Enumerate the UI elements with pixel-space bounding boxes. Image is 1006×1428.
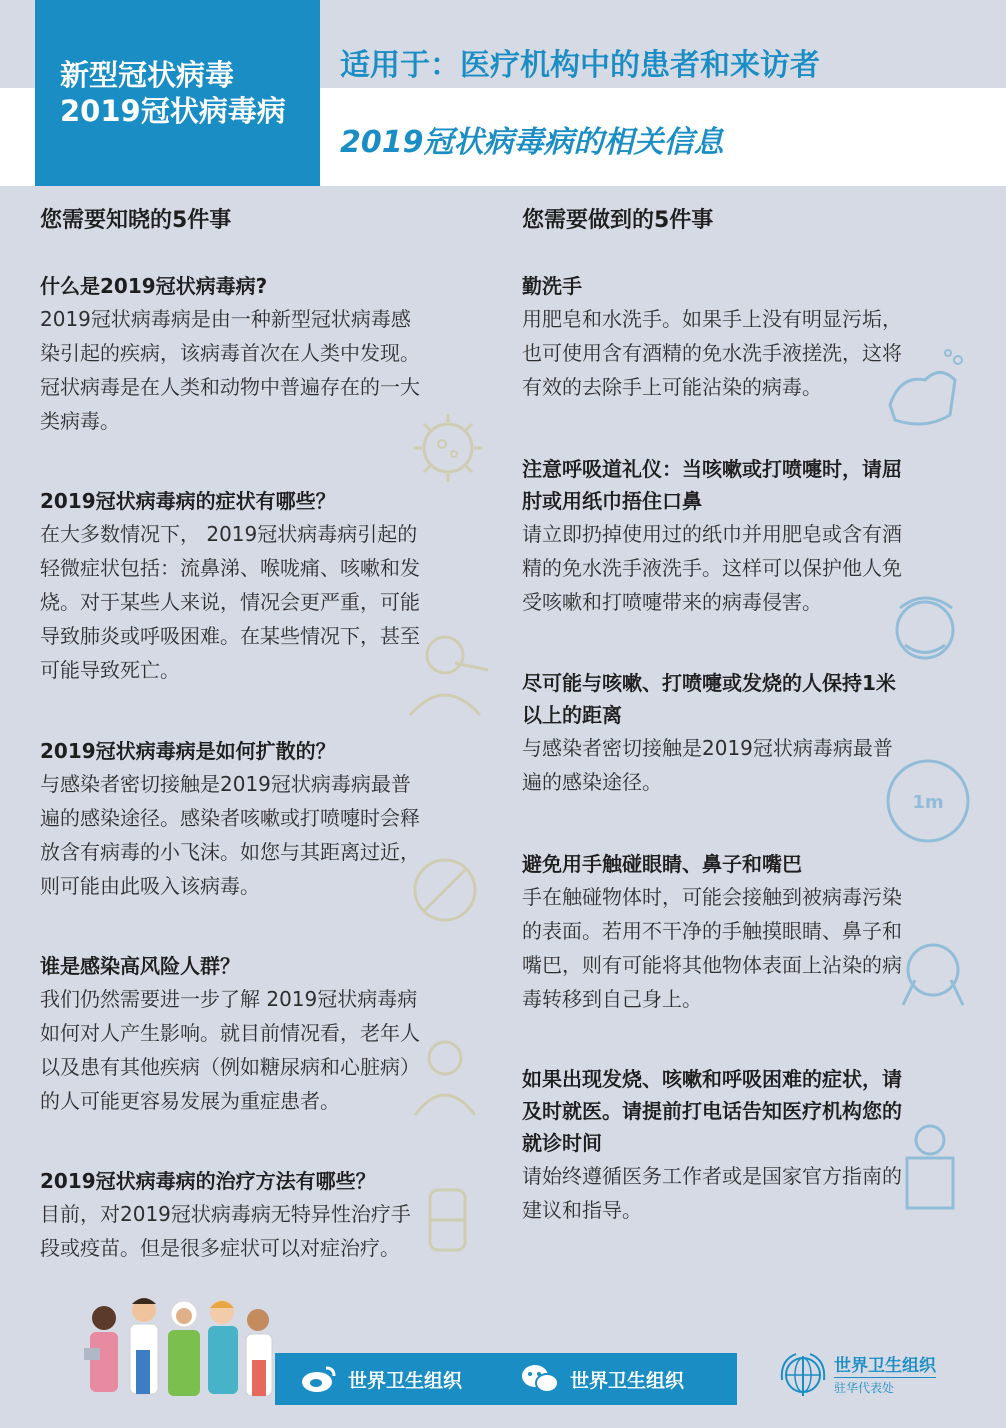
- left-item-line: 如何对人产生影响。就目前情况看，老年人: [40, 1021, 420, 1045]
- no-contact-icon: [405, 850, 485, 930]
- right-item-line: 与感染者密切接触是2019冠状病毒病最普: [522, 736, 893, 760]
- left-item-line: 类病毒。: [40, 409, 120, 433]
- right-item-line: 遍的感染途径。: [522, 770, 662, 794]
- right-item-line: 请始终遵循医务工作者或是国家官方指南的: [522, 1164, 902, 1188]
- left-item-question: 什么是2019冠状病毒病?: [40, 274, 268, 298]
- who-logo: [778, 1350, 936, 1400]
- right-item-question: 勤洗手: [522, 274, 582, 298]
- left-item-line: 段或疫苗。但是很多症状可以对症治疗。: [40, 1236, 400, 1260]
- right-item-line: 用肥皂和水洗手。如果手上没有明显污垢，: [522, 307, 902, 331]
- right-item-question: 以上的距离: [522, 703, 622, 727]
- doctor-icon: [885, 1120, 975, 1210]
- right-item-question: 注意呼吸道礼仪：当咳嗽或打喷嚏时，请屈: [522, 457, 902, 481]
- right-item-question: 肘或用纸巾捂住口鼻: [522, 489, 702, 513]
- right-item-line: 嘴巴，则有可能将其他物体表面上沾染的病: [522, 953, 902, 977]
- wechat-link[interactable]: [520, 1353, 684, 1405]
- right-item-question: 尽可能与咳嗽、打喷嚏或发烧的人保持1米: [522, 671, 896, 695]
- right-item-line: 也可使用含有酒精的免水洗手液搓洗，这将: [522, 341, 902, 365]
- left-heading: 您需要知晓的5件事: [40, 208, 232, 233]
- medicine-icon: [415, 1180, 485, 1260]
- left-item-line: 目前，对2019冠状病毒病无特异性治疗手: [40, 1202, 411, 1226]
- left-item-line: 遍的感染途径。感染者咳嗽或打喷嚏时会释: [40, 806, 420, 830]
- right-item-question: 避免用手触碰眼睛、鼻子和嘴巴: [522, 852, 802, 876]
- left-item-line: 冠状病毒是在人类和动物中普遍存在的一大: [40, 375, 420, 399]
- applies-to: 适用于：医疗机构中的患者和来访者: [340, 48, 820, 83]
- right-item-line: 受咳嗽和打喷嚏带来的病毒侵害。: [522, 590, 822, 614]
- title-box: [35, 0, 320, 186]
- distance-icon-label: 1m: [912, 792, 944, 813]
- left-item-question: 谁是感染高风险人群？: [40, 954, 240, 978]
- right-item-line: 的表面。若用不干净的手触摸眼睛、鼻子和: [522, 919, 902, 943]
- subtitle: 2019冠状病毒病的相关信息: [340, 125, 724, 160]
- left-item-line: 的人可能更容易发展为重症患者。: [40, 1089, 340, 1113]
- left-item-line: 2019冠状病毒病是由一种新型冠状病毒感: [40, 307, 411, 331]
- left-item-line: 染引起的疾病，该病毒首次在人类中发现。: [40, 341, 420, 365]
- weibo-icon: [300, 1364, 338, 1394]
- distance-icon: [885, 758, 971, 844]
- right-item-question: 如果出现发烧、咳嗽和呼吸困难的症状，请: [522, 1067, 902, 1091]
- right-heading: 您需要做到的5件事: [522, 208, 714, 233]
- virus-icon: [408, 408, 488, 488]
- left-column: [40, 205, 495, 1285]
- face-touch-icon: [895, 935, 970, 1010]
- left-item-line: 轻微症状包括：流鼻涕、喉咙痛、咳嗽和发: [40, 556, 420, 580]
- right-item-line: 毒转移到自己身上。: [522, 987, 702, 1011]
- left-item-question: 2019冠状病毒病是如何扩散的？: [40, 739, 336, 763]
- left-item-line: 以及患有其他疾病（例如糖尿病和心脏病）: [40, 1055, 420, 1079]
- left-item-line: 则可能由此吸入该病毒。: [40, 874, 260, 898]
- left-item-line: 导致肺炎或呼吸困难。在某些情况下，甚至: [40, 624, 420, 648]
- right-item-line: 建议和指导。: [522, 1198, 642, 1222]
- right-item-line: 精的免水洗手液洗手。这样可以保护他人免: [522, 556, 902, 580]
- left-item-question: 2019冠状病毒病的治疗方法有哪些？: [40, 1169, 376, 1193]
- sick-person-icon: [400, 625, 495, 720]
- title-line-2: 2019冠状病毒病: [60, 94, 286, 128]
- right-item-line: 请立即扔掉使用过的纸巾并用肥皂或含有酒: [522, 522, 902, 546]
- who-emblem-icon: [778, 1350, 828, 1400]
- left-item-line: 在大多数情况下， 2019冠状病毒病引起的: [40, 522, 418, 546]
- wechat-icon: [520, 1363, 560, 1395]
- weibo-label: 世界卫生组织: [348, 1369, 463, 1392]
- title-line-1: 新型冠状病毒: [60, 58, 235, 92]
- who-office: 驻华代表处: [834, 1377, 936, 1396]
- weibo-link[interactable]: [300, 1353, 462, 1405]
- right-item-line: 手在触碰物体时，可能会接触到被病毒污染: [522, 885, 902, 909]
- right-item-question: 就诊时间: [522, 1131, 602, 1155]
- left-item-question: 2019冠状病毒病的症状有哪些？: [40, 489, 336, 513]
- left-item-line: 烧。对于某些人来说，情况会更严重，可能: [40, 590, 420, 614]
- right-item-line: 有效的去除手上可能沾染的病毒。: [522, 375, 822, 399]
- left-item-line: 我们仍然需要进一步了解 2019冠状病毒病: [40, 987, 418, 1011]
- sneezing-person-icon: [880, 590, 975, 680]
- left-item-line: 放含有病毒的小飞沫。如您与其距离过近，: [40, 840, 420, 864]
- left-item-line: 与感染者密切接触是2019冠状病毒病最普: [40, 772, 411, 796]
- right-item-question: 及时就医。请提前打电话告知医疗机构您的: [522, 1099, 902, 1123]
- who-name: 世界卫生组织: [834, 1355, 936, 1376]
- elderly-person-icon: [400, 1030, 490, 1120]
- hand-washing-icon: [880, 345, 970, 435]
- wechat-label: 世界卫生组织: [570, 1369, 685, 1392]
- left-item-line: 可能导致死亡。: [40, 658, 180, 682]
- health-workers-illustration: [82, 1290, 277, 1420]
